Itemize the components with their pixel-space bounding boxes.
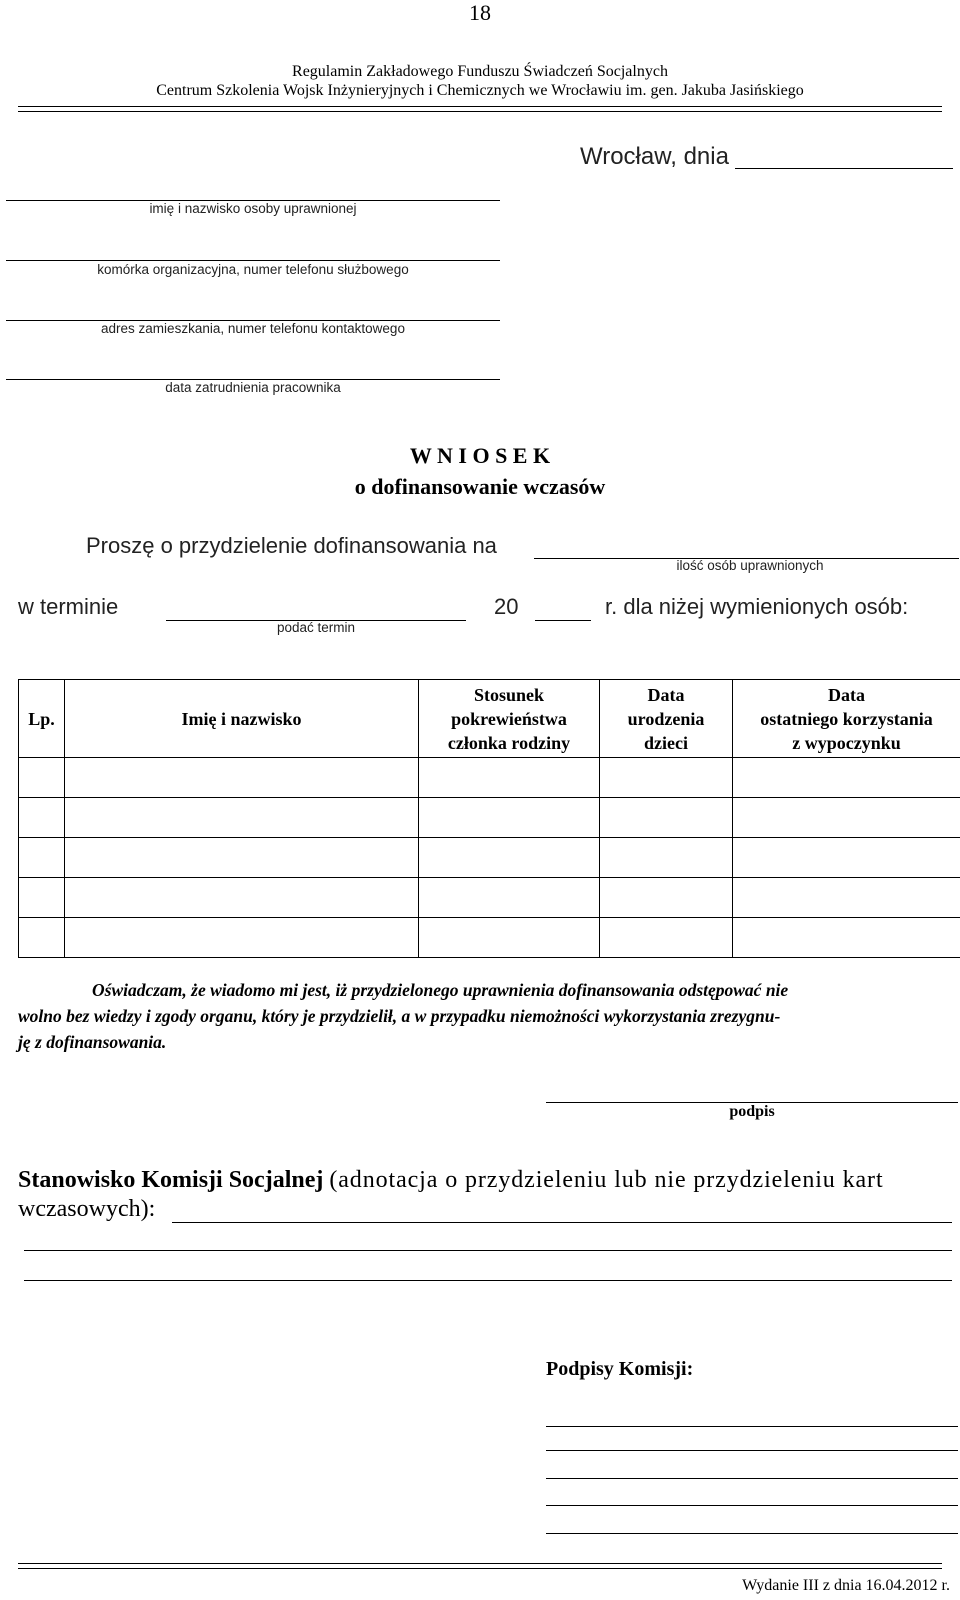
- department-phone-label: komórka organizacyjna, numer telefonu służbowego: [97, 262, 409, 277]
- table-cell[interactable]: [65, 918, 419, 958]
- commission-heading-bold: Stanowisko Komisji Socjalnej: [18, 1167, 324, 1193]
- col-header-relationship-l1: Stosunek: [473, 684, 545, 705]
- address-phone-label: adres zamieszkania, numer telefonu kontaktowego: [101, 321, 405, 336]
- commission-note-line-3[interactable]: [24, 1280, 952, 1281]
- applicant-name-label: imię i nazwisko osoby uprawnionej: [149, 201, 357, 216]
- col-header-lp: [19, 680, 65, 758]
- form-subtitle: o dofinansowanie wczasów: [354, 474, 606, 499]
- commission-signatures-label: Podpisy Komisji:: [546, 1358, 694, 1380]
- page-number: 18: [469, 0, 491, 25]
- col-header-relationship: [419, 680, 600, 758]
- table-cell[interactable]: [65, 758, 419, 798]
- table-cell[interactable]: [19, 758, 65, 798]
- commission-signature-line[interactable]: [546, 1533, 958, 1534]
- form-title: W N I O S E K: [409, 443, 551, 468]
- table-cell[interactable]: [600, 758, 733, 798]
- date-line[interactable]: [735, 168, 953, 169]
- table-row: [19, 758, 960, 798]
- term-hint: podać termin: [276, 620, 356, 635]
- col-header-birthdate: [600, 680, 733, 758]
- table-cell[interactable]: [733, 918, 960, 958]
- year-prefix: 20: [494, 594, 519, 619]
- table-cell[interactable]: [600, 918, 733, 958]
- col-header-last-rest-l3: z wypoczynku: [792, 732, 901, 753]
- commission-signature-line[interactable]: [546, 1426, 958, 1427]
- table-row: [19, 838, 960, 878]
- col-header-lp-text: Lp.: [28, 708, 55, 729]
- table-cell[interactable]: [65, 838, 419, 878]
- declaration-line-2: wolno bez wiedzy i zgody organu, który je przydzielił, a w przypadku niemożności wykorzystania zrezygnu-: [18, 1006, 781, 1026]
- commission-note-line-1[interactable]: [172, 1222, 952, 1223]
- year-line[interactable]: [535, 620, 591, 621]
- table-cell[interactable]: [600, 798, 733, 838]
- declaration-line-1: Oświadczam, że wiadomo mi jest, iż przydzielonego uprawnienia dofinansowania odstępować nie: [92, 980, 789, 1000]
- department-phone-line[interactable]: [6, 260, 500, 261]
- table-cell[interactable]: [419, 878, 600, 918]
- table-cell[interactable]: [65, 798, 419, 838]
- signature-label: podpis: [729, 1103, 775, 1120]
- col-header-name: [65, 680, 419, 758]
- table-cell[interactable]: [733, 798, 960, 838]
- footer-separator: [18, 1563, 942, 1569]
- table-cell[interactable]: [600, 838, 733, 878]
- place-date-label: Wrocław, dnia: [580, 143, 729, 170]
- col-header-name-text: Imię i nazwisko: [181, 708, 302, 729]
- request-text: Proszę o przydzielenie dofinansowania na: [86, 533, 497, 558]
- table-cell[interactable]: [19, 798, 65, 838]
- col-header-birthdate-l1: Data: [647, 684, 685, 705]
- header-institution: Centrum Szkolenia Wojsk Inżynieryjnych i Chemicznych we Wrocławiu im. gen. Jakuba Jasińskiego: [156, 82, 804, 99]
- family-members-table: [18, 679, 960, 958]
- table-row: [19, 878, 960, 918]
- commission-signature-line[interactable]: [546, 1450, 958, 1451]
- commission-signature-line[interactable]: [546, 1505, 958, 1506]
- table-header-row: [19, 680, 960, 758]
- table-cell[interactable]: [19, 878, 65, 918]
- table-cell[interactable]: [419, 798, 600, 838]
- table-cell[interactable]: [19, 838, 65, 878]
- commission-heading-note: (adnotacja o przydzieleniu lub nie przydzieleniu kart: [329, 1167, 884, 1193]
- table-cell[interactable]: [600, 878, 733, 918]
- commission-heading-line2: wczasowych):: [18, 1196, 156, 1222]
- table-cell[interactable]: [419, 838, 600, 878]
- table-cell[interactable]: [19, 918, 65, 958]
- commission-heading: [18, 1167, 884, 1194]
- header-regulation-title: Regulamin Zakładowego Funduszu Świadczeń Socjalnych: [292, 63, 668, 80]
- table-cell[interactable]: [733, 878, 960, 918]
- table-cell[interactable]: [733, 758, 960, 798]
- col-header-last-rest-l2: ostatniego korzystania: [760, 708, 933, 729]
- header-separator: [18, 106, 942, 112]
- col-header-birthdate-l3: dzieci: [644, 732, 688, 753]
- employment-date-label: data zatrudnienia pracownika: [165, 380, 341, 395]
- edition-footer: Wydanie III z dnia 16.04.2012 r.: [742, 1577, 950, 1594]
- persons-suffix: r. dla niżej wymienionych osób:: [605, 594, 909, 619]
- col-header-last-rest: [733, 680, 960, 758]
- table-cell[interactable]: [419, 918, 600, 958]
- table-cell[interactable]: [733, 838, 960, 878]
- col-header-relationship-l2: pokrewieństwa: [451, 708, 567, 729]
- term-label: w terminie: [18, 594, 119, 619]
- count-hint: ilość osób uprawnionych: [676, 558, 824, 573]
- table-cell[interactable]: [419, 758, 600, 798]
- declaration-line-3: ję z dofinansowania.: [18, 1032, 167, 1052]
- table-cell[interactable]: [65, 878, 419, 918]
- commission-signature-line[interactable]: [546, 1478, 958, 1479]
- table-row: [19, 918, 960, 958]
- col-header-relationship-l3: członka rodziny: [447, 732, 571, 753]
- col-header-birthdate-l2: urodzenia: [627, 708, 705, 729]
- col-header-last-rest-l1: Data: [828, 684, 865, 705]
- table-row: [19, 798, 960, 838]
- commission-note-line-2[interactable]: [24, 1250, 952, 1251]
